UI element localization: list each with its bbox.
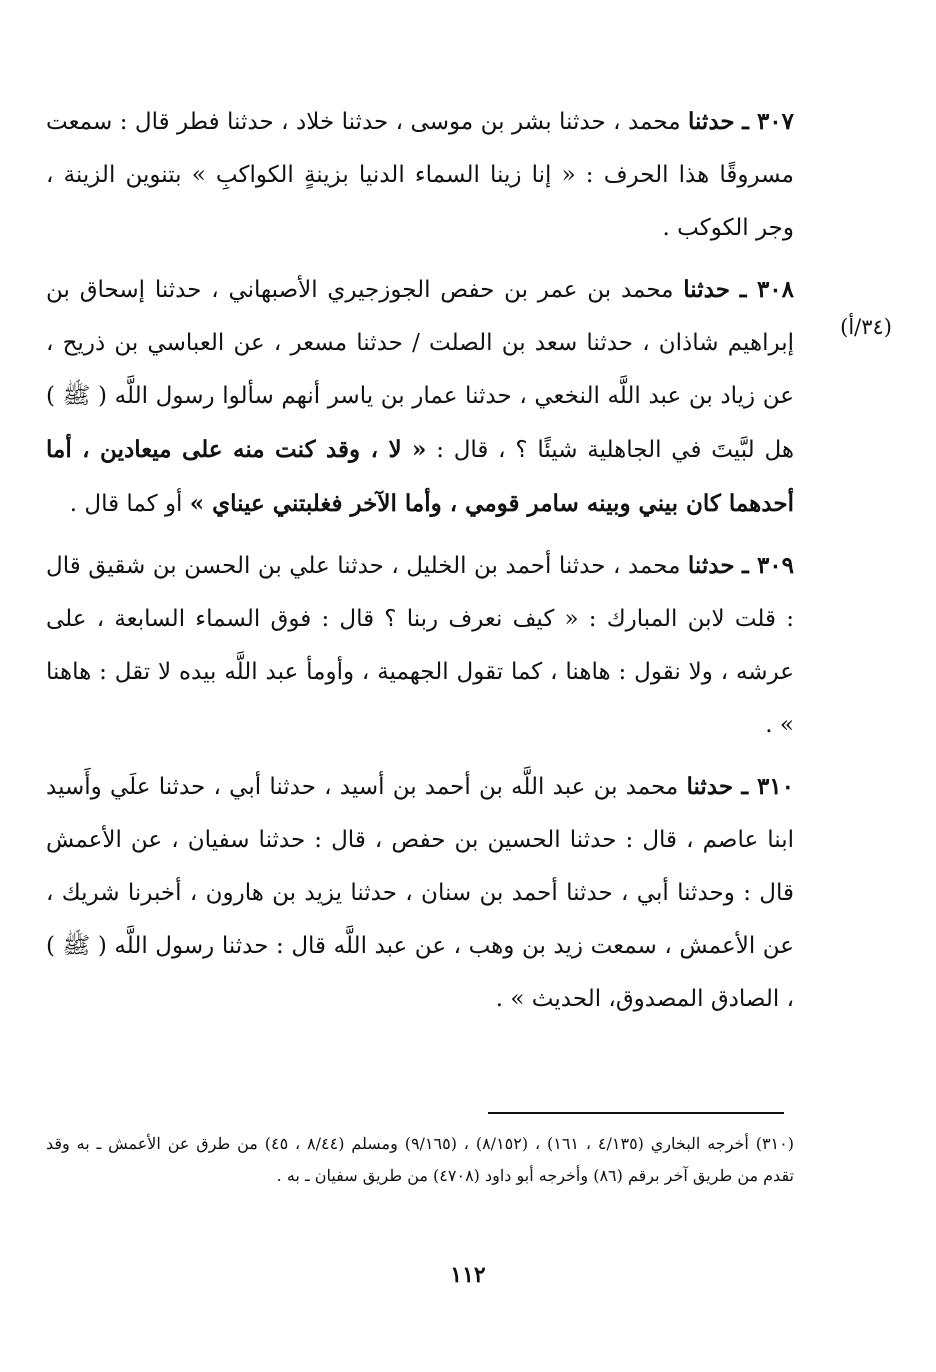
hadith-text: محمد ، حدثنا بشر بن موسى ، حدثنا خلاد ، حدثنا فطر قال : سمعت مسروقًا هذا الحرف : « إنا زينا السماء الدنيا بزينةٍ الكواكبِ » بتنوين الزينة ، وجر الكوكب . xyxy=(46,109,794,241)
footnote: (٣١٠) أخرجه البخاري (٤/١٣٥ ، ١٦١) ، (٨/١٥٢) ، (٩/١٦٥) ومسلم (٨/٤٤ ، ٤٥) من طرق عن الأعمش ـ به وقد تقدم من طريق آخر برقم (٨٦) وأخرجه أبو داود (٤٧٠٨) من طريق سفيان ـ به . xyxy=(46,1134,794,1185)
hadith-307 xyxy=(46,95,794,255)
hadith-310 xyxy=(46,760,794,1026)
hadith-number: ٣٠٨ ـ xyxy=(739,276,794,303)
hadith-text: محمد بن عبد اللَّه بن أحمد بن أسيد ، حدثنا أبي ، حدثنا علَي وأَسيد ابنا عاصم ، قال : حدثنا الحسين بن حفص ، قال : حدثنا سفيان ، عن الأعمش قال : وحدثنا أبي ، حدثنا أحمد بن سنان ، حدثنا يزيد بن هارون ، أخبرنا شريك ، عن الأعمش ، سمعت زيد بن وهب ، عن عبد اللَّه قال : حدثنا رسول اللَّه ( ﷺ ) ، الصادق المصدوق، الحديث » . xyxy=(46,774,794,1012)
footnote-separator xyxy=(488,1112,784,1114)
hadith-quote: « لا ، وقد كنت منه على ميعادين ، أما أحدهما كان بيني وبينه سامر قومي ، وأما الآخر فغلبتني عيناي » xyxy=(46,436,794,517)
main-text xyxy=(46,95,794,1034)
hadith-number: ٣٠٩ ـ xyxy=(742,552,794,579)
hadith-heading: حدثنا xyxy=(686,773,734,800)
hadith-number: ٣٠٧ ـ xyxy=(742,108,795,135)
hadith-number: ٣١٠ ـ xyxy=(741,773,795,800)
hadith-309 xyxy=(46,539,794,752)
page-number: ١١٢ xyxy=(450,1262,486,1288)
hadith-heading: حدثنا xyxy=(687,108,735,135)
hadith-heading: حدثنا xyxy=(683,276,730,303)
hadith-text: محمد بن عمر بن حفص الجوزجيري الأصبهاني ، حدثنا إسحاق بن إبراهيم شاذان ، حدثنا سعد بن الصلت / حدثنا مسعر ، عن العباسي بن ذريح ، عن زياد بن عبد اللَّه النخعي ، حدثنا عمار بن ياسر أنهم سألوا رسول اللَّه ( ﷺ ) هل لبَّيتَ في الجاهلية شيئًا ؟ ، قال : xyxy=(46,277,794,463)
hadith-text: محمد ، حدثنا أحمد بن الخليل ، حدثنا علي بن الحسن بن شقيق قال : قلت لابن المبارك : « كيف نعرف ربنا ؟ قال : فوق السماء السابعة ، على عرشه ، ولا نقول : هاهنا ، كما تقول الجهمية ، وأومأ عبد اللَّه بيده لا تقل : هاهنا » . xyxy=(46,553,794,738)
hadith-308 xyxy=(46,263,794,531)
manuscript-folio-note: (٣٤/أ) xyxy=(840,315,892,339)
hadith-tail: أو كما قال . xyxy=(69,491,190,517)
hadith-heading: حدثنا xyxy=(687,552,735,579)
